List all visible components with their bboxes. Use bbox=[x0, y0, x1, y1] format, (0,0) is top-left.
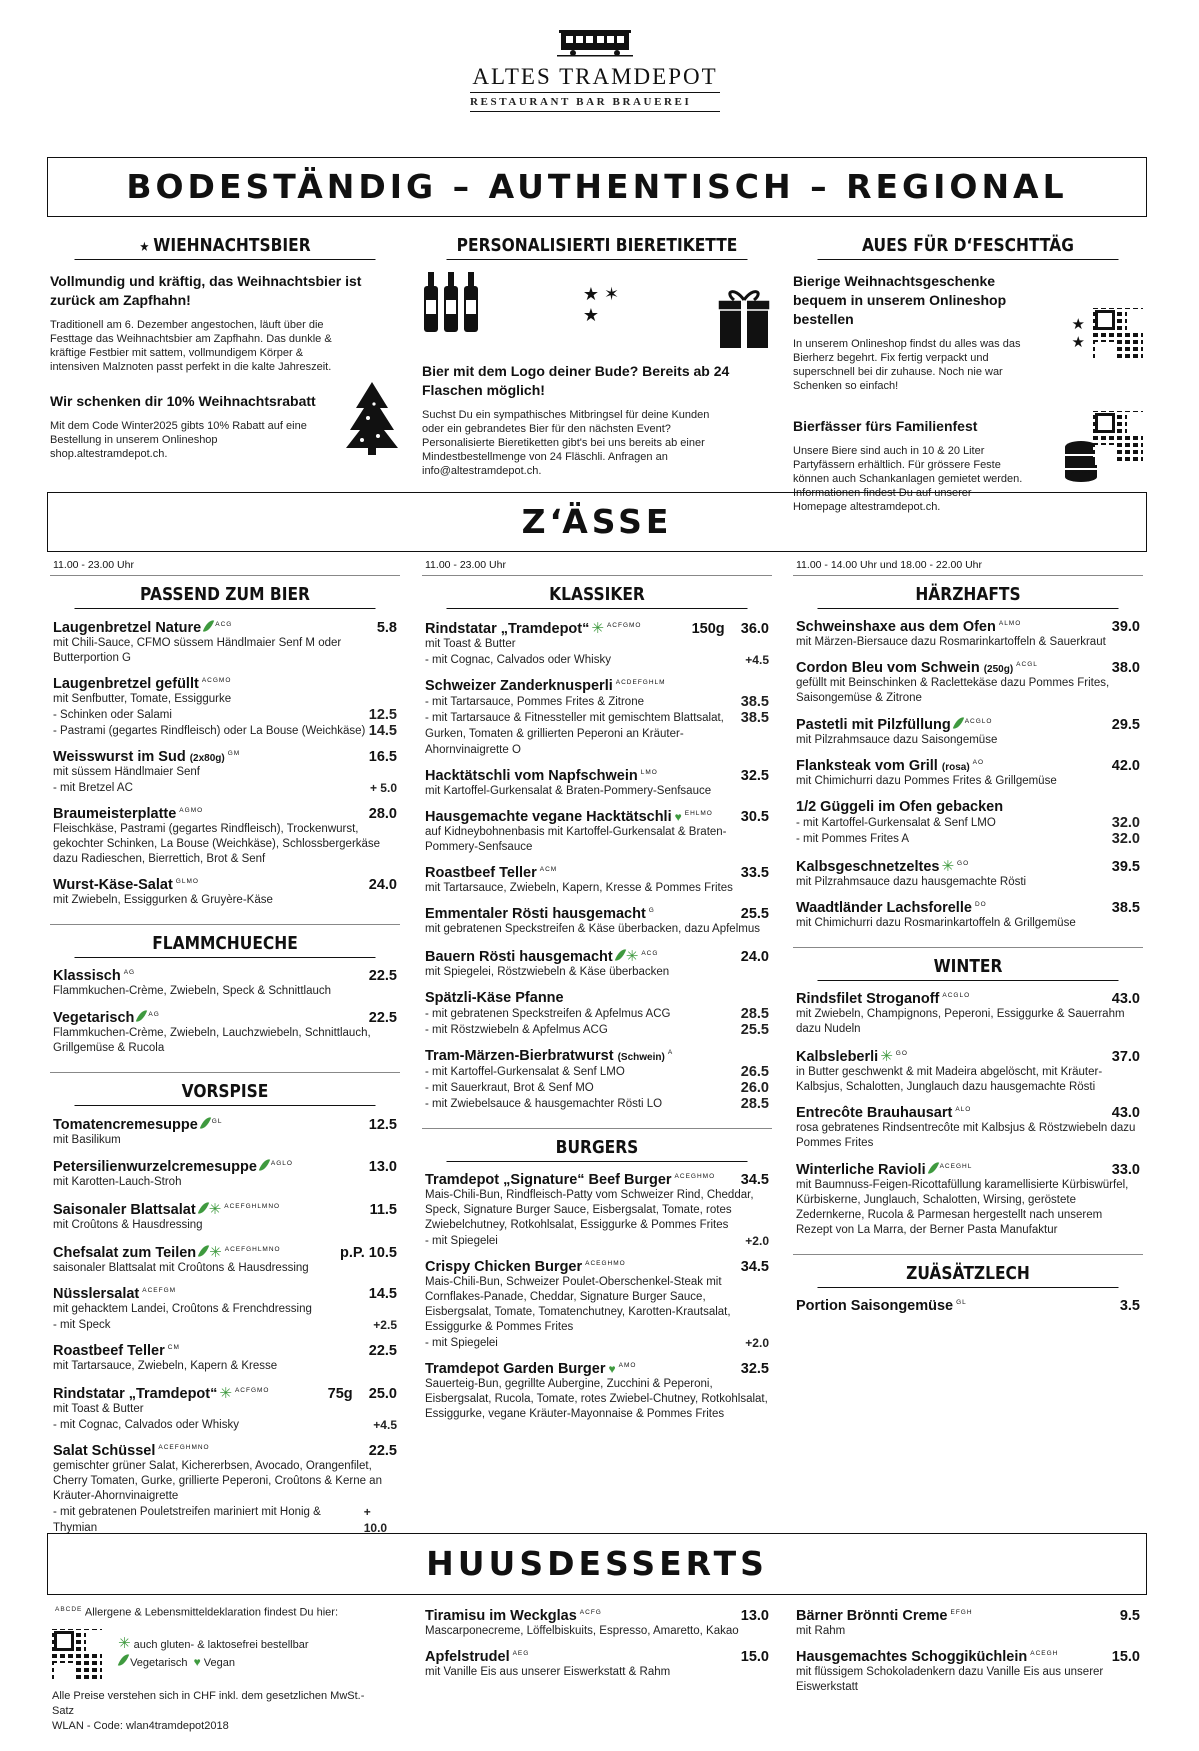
vegetarian-icon bbox=[927, 1160, 938, 1176]
promo-lead: Wir schenken dir 10% Weihnachtsrabatt bbox=[50, 393, 316, 409]
item-option: - mit Tartarsauce, Pommes Frites & Zitrone 38.5 bbox=[425, 694, 769, 710]
banner-regional: BODESTÄNDIG – AUTHENTISCH – REGIONAL bbox=[47, 157, 1147, 217]
item-name: Weisswurst im Sud (2x80g) $^{GM}$ bbox=[53, 749, 241, 765]
item-description: mit Chili-Sauce, CFMO süssem Händlmaier Senf M oder Butterportion G bbox=[53, 637, 342, 664]
allergen-codes: ACGLO bbox=[964, 718, 993, 726]
item-description: Mascarponecreme, Löffelbiskuits, Espresso, Amaretto, Kakao bbox=[425, 1625, 739, 1637]
allergen-codes: ACFGMO bbox=[234, 1387, 270, 1395]
allergen-codes: ACEGHL bbox=[939, 1163, 973, 1171]
allergen-codes: AMO bbox=[618, 1362, 637, 1370]
allergen-codes: LMO bbox=[640, 769, 658, 777]
promo-festtage bbox=[793, 235, 1143, 514]
item-description: mit Pilzrahmsauce dazu hausgemachte Rösti bbox=[796, 876, 1027, 888]
legend-vegan: Vegan bbox=[203, 1657, 235, 1670]
item-price: 24.0 bbox=[368, 877, 397, 893]
allergen-codes: ALMO bbox=[998, 620, 1022, 628]
item-description: gefüllt mit Beinschinken & Raclettekäse dazu Pommes Frites, Saisongemüse & Zitrone bbox=[796, 677, 1110, 704]
menu-column-2 bbox=[422, 557, 772, 1422]
item-name: Nüsslersalat $^{ACEFGM}$ bbox=[53, 1286, 177, 1302]
item-name: Winterliche Ravioli $^{ACEGHL}$ bbox=[796, 1162, 973, 1178]
item-name: Cordon Bleu vom Schwein (250g) $^{ACGL}$ bbox=[796, 660, 1038, 676]
menu-item bbox=[793, 716, 1143, 748]
banner-desserts: HUUSDESSERTS bbox=[47, 1533, 1147, 1595]
item-price: 22.5 bbox=[368, 968, 397, 984]
promo-lead: Bierige Weihnachtsgeschenke bequem in unserem Onlineshop bestellen bbox=[793, 273, 1007, 327]
section-title: KLASSIKER bbox=[447, 584, 748, 609]
menu-item bbox=[50, 1343, 400, 1374]
item-name: Kalbsgeschnetzeltes ✳ $^{GO}$ bbox=[796, 858, 970, 875]
allergen-codes: ACG bbox=[641, 950, 659, 958]
menu-item bbox=[793, 619, 1143, 650]
item-price: 9.5 bbox=[1119, 1608, 1140, 1624]
allergen-codes: AEG bbox=[512, 1650, 530, 1658]
menu-item bbox=[422, 1608, 772, 1639]
item-name: Braumeisterplatte $^{AGMO}$ bbox=[53, 806, 204, 822]
brand-logo bbox=[470, 28, 720, 112]
promo-lead: Bier mit dem Logo deiner Bude? Bereits ab 24 Flaschen möglich! bbox=[422, 363, 730, 398]
item-price: 39.5 bbox=[1111, 859, 1140, 875]
item-name: Tiramisu im Weckglas $^{ACFG}$ bbox=[425, 1608, 602, 1624]
item-name: Hacktätschli vom Napfschwein $^{LMO}$ bbox=[425, 768, 658, 784]
promo-text: In unserem Onlineshop findst du alles was das Bierherz begehrt. Fix fertig verpackt und superschnell bei dir zuhause. Noch nie war Schenken so einfach! bbox=[793, 338, 1021, 392]
item-description: mit Basilikum bbox=[53, 1134, 121, 1146]
menu-item bbox=[422, 1172, 772, 1233]
menu-item bbox=[793, 1105, 1143, 1151]
item-name: Vegetarisch $^{AG}$ bbox=[53, 1010, 160, 1026]
menu-item bbox=[422, 809, 772, 855]
star-icon: ★ bbox=[139, 240, 154, 255]
shop-qr-code[interactable] bbox=[1093, 308, 1143, 358]
opening-hours: 11.00 - 23.00 Uhr bbox=[53, 559, 134, 571]
item-description: gemischter grüner Salat, Kichererbsen, Avocado, Orangenfilet, Cherry Tomaten, Gurke, grillierte Peperoni, Croûtons & Kerne an Kräuter-Ahornvinaigrette bbox=[53, 1460, 382, 1502]
item-option: - mit Kartoffel-Gurkensalat & Senf LMO 26.5 bbox=[425, 1064, 769, 1080]
item-description: mit Toast & Butter bbox=[425, 638, 516, 650]
item-description: mit flüssigem Schokoladenkern dazu Vanille Eis aus unserer Eiswerkstatt bbox=[796, 1666, 1104, 1693]
item-option: - mit Bretzel AC + 5.0 bbox=[53, 781, 397, 795]
item-price: 42.0 bbox=[1111, 758, 1140, 774]
item-price: 11.5 bbox=[369, 1202, 397, 1218]
allergen-codes: ALO bbox=[955, 1106, 972, 1114]
gluten-free-icon: ✳ bbox=[941, 858, 955, 875]
allergen-codes: ABCDE bbox=[55, 1606, 83, 1613]
item-price: 28.0 bbox=[368, 806, 397, 822]
item-name: Laugenbretzel gefüllt $^{ACGMO}$ bbox=[53, 676, 232, 692]
item-description: Sauerteig-Bun, gegrillte Aubergine, Zucchini & Peperoni, Eisbergsalat, Rucola, Tomate, rotes Zwiebel-Chutney, Rotkohlsalat, Essiggurke, vegane Kräuter-Mayonnaise & Pommes Frites bbox=[425, 1378, 768, 1420]
item-description: mit Tartarsauce, Zwiebeln, Kapern, Kresse & Pommes Frites bbox=[425, 882, 733, 894]
section-title: HÄRZHAFTS bbox=[818, 584, 1119, 609]
item-description: mit süssem Händlmaier Senf bbox=[53, 766, 200, 778]
item-price: 32.5 bbox=[740, 1361, 769, 1377]
item-price: 5.8 bbox=[376, 620, 397, 636]
item-name: Petersilienwurzelcremesuppe $^{AGLO}$ bbox=[53, 1159, 293, 1175]
vegetarian-icon bbox=[203, 618, 214, 634]
allergen-note: Allergene & Lebensmitteldeklaration findest Du hier: bbox=[84, 1606, 339, 1619]
menu-item bbox=[50, 806, 400, 867]
legend-vegetarian: Vegetarisch bbox=[130, 1657, 188, 1670]
item-price: 15.0 bbox=[740, 1649, 769, 1665]
gluten-free-icon: ✳ bbox=[118, 1635, 131, 1653]
menu-item bbox=[793, 799, 1143, 815]
item-description: mit Zwiebeln, Essiggurken & Gruyère-Käse bbox=[53, 894, 273, 906]
item-price: 22.5 bbox=[368, 1443, 397, 1459]
item-name: Tramdepot Garden Burger ♥ $^{AMO}$ bbox=[425, 1361, 637, 1377]
menu-item bbox=[422, 1048, 772, 1064]
item-name: Tramdepot „Signature“ Beef Burger $^{ACEGHMO}$ bbox=[425, 1172, 716, 1188]
item-option: - mit Tartarsauce & Fitnessteller mit gemischtem Blattsalat, Gurken, Tomaten & grillierten Peperoni an Kräuter-Ahornvinaigrette O 38.5 bbox=[425, 710, 769, 756]
item-price: 150g 36.0 bbox=[691, 621, 769, 637]
item-option: - mit Kartoffel-Gurkensalat & Senf LMO 32.0 bbox=[796, 815, 1140, 831]
wlan-code: WLAN - Code: wlan4tramdepot2018 bbox=[52, 1719, 229, 1732]
menu-item bbox=[793, 660, 1143, 706]
item-description: Mais-Chili-Bun, Schweizer Poulet-Oberschenkel-Steak mit Cornflakes-Panade, Cheddar, Signature Burger Sauce, Eisbergsalat, Tomate, Tomatenchutney, Karotten-Krautsalat, Essiggurke & Pommes Frites bbox=[425, 1276, 731, 1333]
section-title: ZUÄSÄTZLECH bbox=[818, 1263, 1119, 1288]
allergen-codes: ACM bbox=[539, 866, 558, 874]
item-description: mit Kartoffel-Gurkensalat & Braten-Pommery-Senfsauce bbox=[425, 785, 712, 797]
menu-item bbox=[50, 968, 400, 999]
item-name: Bärner Brönnti Creme $^{EFGH}$ bbox=[796, 1608, 973, 1624]
allergen-codes: GO bbox=[957, 860, 970, 868]
item-description: mit Vanille Eis aus unserer Eiswerkstatt & Rahm bbox=[425, 1666, 671, 1678]
beer-bottles-icon bbox=[422, 270, 486, 334]
menu-item bbox=[422, 865, 772, 896]
menu-item bbox=[50, 1116, 400, 1148]
item-price: 24.0 bbox=[740, 949, 769, 965]
item-description: mit Baumnuss-Feigen-Ricottafüllung karamellisierte Kürbiswürfel, Kürbiskerne, Junglauch, Schalotten, Wirsing, geröstete Zedernkerne, Rucola & Parmesan hergestellt nach unserem Rezept von La Marra, der Berner Pasta Manufaktur bbox=[796, 1179, 1129, 1236]
item-price: 34.5 bbox=[740, 1259, 769, 1275]
section-title: BURGERS bbox=[447, 1137, 748, 1162]
allergen-codes: A bbox=[667, 1049, 674, 1057]
menu-item bbox=[422, 768, 772, 799]
item-description: Flammkuchen-Crème, Zwiebeln, Speck & Schnittlauch bbox=[53, 985, 332, 997]
gift-icon bbox=[716, 284, 772, 350]
vegetarian-icon bbox=[615, 947, 626, 963]
promo-title: PERSONALISIERTI BIERETIKETTE bbox=[447, 235, 748, 260]
item-price: 22.5 bbox=[368, 1010, 397, 1026]
stars-icon: ★ ★ bbox=[1071, 315, 1085, 351]
item-description: mit gehacktem Landei, Croûtons & Frenchdressing bbox=[53, 1303, 312, 1315]
item-name: Schweinshaxe aus dem Ofen $^{ALMO}$ bbox=[796, 619, 1022, 635]
vegetarian-icon bbox=[198, 1243, 209, 1259]
allergen-codes: EHLMO bbox=[684, 810, 713, 818]
vegan-icon: ♥ bbox=[674, 810, 682, 824]
section-title: WINTER bbox=[818, 956, 1119, 981]
menu-item bbox=[793, 1161, 1143, 1238]
allergen-codes: ACEGHMO bbox=[674, 1173, 716, 1181]
item-name: Rindsfilet Stroganoff $^{ACGLO}$ bbox=[796, 991, 971, 1007]
menu-item bbox=[793, 1649, 1143, 1695]
item-option: - mit gebratenen Speckstreifen & Apfelmus ACG 28.5 bbox=[425, 1006, 769, 1022]
item-name: Salat Schüssel $^{ACEFGHMNO}$ bbox=[53, 1443, 210, 1459]
menu-item bbox=[50, 619, 400, 666]
menu-item bbox=[50, 1243, 400, 1276]
item-option: - mit Speck +2.5 bbox=[53, 1318, 397, 1332]
brand-name: ALTES TRAMDEPOT bbox=[472, 64, 718, 89]
item-option: - mit Cognac, Calvados oder Whisky +4.5 bbox=[53, 1418, 397, 1432]
item-option: - mit Sauerkraut, Brot & Senf MO 26.0 bbox=[425, 1080, 769, 1096]
legend bbox=[52, 1602, 382, 1734]
allergen-codes: ACDEFGHLM bbox=[615, 679, 666, 687]
promo-text: Mit dem Code Winter2025 gibts 10% Rabatt auf eine Bestellung in unserem Onlineshop shop.altestramdepot.ch. bbox=[50, 420, 307, 460]
menu-item bbox=[793, 1298, 1143, 1314]
menu-item bbox=[50, 1009, 400, 1056]
vegetarian-icon bbox=[200, 1115, 211, 1131]
tram-icon bbox=[557, 28, 633, 58]
menu-item bbox=[50, 749, 400, 780]
allergen-codes: DO bbox=[974, 901, 987, 909]
item-description: mit Märzen-Biersauce dazu Rosmarinkartoffeln & Sauerkraut bbox=[796, 636, 1106, 648]
item-price: 33.5 bbox=[740, 865, 769, 881]
gluten-free-icon: ✳ bbox=[209, 1244, 222, 1261]
menu-item bbox=[50, 877, 400, 908]
opening-hours: 11.00 - 23.00 Uhr bbox=[425, 559, 506, 571]
item-description: mit Chimichurri dazu Rosmarinkartoffeln & Grillgemüse bbox=[796, 917, 1076, 929]
menu-item bbox=[793, 1608, 1143, 1639]
vegan-icon: ♥ bbox=[608, 1362, 616, 1376]
item-price: 29.5 bbox=[1111, 717, 1140, 733]
promo-weihnachtsbier bbox=[50, 235, 400, 461]
allergen-codes: ACEFGHLMNO bbox=[224, 1246, 281, 1254]
menu-item bbox=[50, 1384, 400, 1417]
allergen-codes: GLMO bbox=[175, 878, 199, 886]
gluten-free-icon: ✳ bbox=[591, 620, 604, 637]
menu-item bbox=[50, 676, 400, 707]
item-option: - mit Spiegelei +2.0 bbox=[425, 1234, 769, 1248]
item-description: rosa gebratenes Rindsentrecôte mit Kalbsjus & Röstzwiebeln dazu Pommes Frites bbox=[796, 1122, 1136, 1149]
item-name: Laugenbretzel Nature $^{ACG}$ bbox=[53, 620, 233, 636]
allergen-codes: G bbox=[648, 907, 655, 915]
item-name: Waadtländer Lachsforelle $^{DO}$ bbox=[796, 900, 987, 916]
item-price: 25.5 bbox=[740, 906, 769, 922]
homepage-qr-code[interactable] bbox=[1093, 411, 1143, 461]
item-price: 30.5 bbox=[740, 809, 769, 825]
item-description: mit Toast & Butter bbox=[53, 1403, 144, 1415]
item-price: 12.5 bbox=[368, 1117, 397, 1133]
item-option: - mit Spiegelei +2.0 bbox=[425, 1336, 769, 1350]
allergen-codes: ACEGHMO bbox=[585, 1260, 626, 1268]
menu-item bbox=[50, 1443, 400, 1504]
menu-item bbox=[422, 1259, 772, 1335]
item-name: Emmentaler Rösti hausgemacht $^G$ bbox=[425, 906, 655, 922]
menu-item bbox=[422, 1649, 772, 1680]
section-title: FLAMMCHUECHE bbox=[75, 933, 376, 958]
item-price: p.P. 10.5 bbox=[340, 1245, 397, 1261]
allergen-codes: ACFG bbox=[579, 1609, 602, 1617]
item-price: 16.5 bbox=[368, 749, 397, 765]
vegetarian-icon bbox=[197, 1200, 208, 1216]
item-price: 43.0 bbox=[1111, 991, 1140, 1007]
item-option: - Schinken oder Salami 12.5 bbox=[53, 707, 397, 723]
stars-icon: ★ ✶ ★ bbox=[582, 284, 620, 325]
legend-gluten: auch gluten- & laktosefrei bestellbar bbox=[133, 1639, 309, 1652]
item-name: Hausgemachte vegane Hacktätschli ♥ $^{EHLMO}$ bbox=[425, 809, 713, 825]
promo-text: Suchst Du ein sympathisches Mitbringsel für deine Kunden oder ein gebrandetes Bier für den nächsten Event? Personalisierte Bieretiketten gibt's bei uns bereits ab einer Mindestbestellmenge von 24 Fläschli. Anfragen an info@altestramdepot.ch. bbox=[422, 409, 710, 477]
menu-item bbox=[793, 758, 1143, 789]
allergen-codes: AO bbox=[972, 759, 985, 767]
menu-item bbox=[793, 900, 1143, 931]
item-description: mit Croûtons & Hausdressing bbox=[53, 1219, 203, 1231]
menu-column-1 bbox=[50, 557, 400, 1536]
allergen-codes: ACG bbox=[215, 621, 233, 629]
promo-lead: Vollmundig und kräftig, das Weihnachtsbier ist zurück am Zapfhahn! bbox=[50, 273, 362, 308]
allergen-codes: ACEFGHLMNO bbox=[224, 1203, 281, 1211]
menu-item bbox=[50, 1158, 400, 1190]
price-note: Alle Preise verstehen sich in CHF inkl. dem gesetzlichen MwSt.-Satz bbox=[52, 1689, 365, 1717]
menu-item bbox=[50, 1286, 400, 1317]
section-title: VORSPISE bbox=[75, 1081, 376, 1106]
allergen-codes: ACEFGM bbox=[142, 1287, 177, 1295]
item-option: - mit Röstzwiebeln & Apfelmus ACG 25.5 bbox=[425, 1022, 769, 1038]
item-price: 37.0 bbox=[1111, 1049, 1140, 1065]
item-description: saisonaler Blattsalat mit Croûtons & Hausdressing bbox=[53, 1262, 309, 1274]
item-name: Wurst-Käse-Salat $^{GLMO}$ bbox=[53, 877, 199, 893]
gluten-free-icon: ✳ bbox=[625, 948, 639, 965]
menu-item bbox=[422, 906, 772, 937]
vegetarian-icon bbox=[136, 1008, 147, 1024]
menu-item bbox=[50, 1200, 400, 1233]
allergen-codes: ACGLO bbox=[942, 992, 971, 1000]
item-option: - mit Cognac, Calvados oder Whisky +4.5 bbox=[425, 653, 769, 667]
item-name: Spätzli-Käse Pfanne bbox=[425, 990, 564, 1006]
allergen-codes: ACGL bbox=[1016, 661, 1038, 669]
item-name: Pastetli mit Pilzfüllung $^{ACGLO}$ bbox=[796, 717, 993, 733]
menu-item bbox=[422, 619, 772, 652]
item-price: 22.5 bbox=[368, 1343, 397, 1359]
item-option: - mit Pommes Frites A 32.0 bbox=[796, 831, 1140, 847]
item-price: 33.0 bbox=[1111, 1162, 1140, 1178]
gluten-free-icon: ✳ bbox=[880, 1048, 893, 1065]
promo-bieretikette bbox=[422, 235, 772, 478]
banner-zaesse: Z‘ÄSSE bbox=[47, 492, 1147, 552]
item-description: mit Tartarsauce, Zwiebeln, Kapern & Kresse bbox=[53, 1360, 278, 1372]
item-price: 39.0 bbox=[1111, 619, 1140, 635]
allergen-codes: GL bbox=[956, 1299, 967, 1307]
allergen-codes: GM bbox=[227, 750, 241, 758]
item-name: Rindstatar „Tramdepot“ ✳ $^{ACFGMO}$ bbox=[53, 1385, 270, 1402]
item-description: Mais-Chili-Bun, Rindfleisch-Patty vom Schweizer Rind, Cheddar, Speck, Signature Burger Sauce, Eisbergsalat, Tomate, rotes Zwiebelchutney, Rotkohlsalat, Essiggurke & Pommes Frites bbox=[425, 1189, 754, 1231]
allergen-codes: ACFGMO bbox=[606, 622, 642, 630]
item-name: Roastbeef Teller $^{CM}$ bbox=[53, 1343, 180, 1359]
item-name: Schweizer Zanderknusperli $^{ACDEFGHLM}$ bbox=[425, 678, 666, 694]
brand-subtitle: RESTAURANT BAR BRAUEREI bbox=[470, 92, 720, 112]
allergen-codes: AGLO bbox=[270, 1160, 293, 1168]
allergen-codes: AG bbox=[123, 969, 136, 977]
promo-title: AUES FÜR D‘FESCHTTÄG bbox=[818, 235, 1119, 260]
vegan-icon: ♥ bbox=[193, 1655, 201, 1670]
item-name: Portion Saisongemüse $^{GL}$ bbox=[796, 1298, 967, 1314]
allergen-codes: EFGH bbox=[950, 1609, 973, 1617]
allergen-codes: GO bbox=[895, 1050, 908, 1058]
item-price: 32.5 bbox=[740, 768, 769, 784]
allergen-codes: AG bbox=[148, 1011, 160, 1019]
item-price: 13.0 bbox=[740, 1608, 769, 1624]
allergen-codes: GL bbox=[211, 1118, 223, 1126]
item-price: 34.5 bbox=[740, 1172, 769, 1188]
allergen-codes: CM bbox=[167, 1344, 180, 1352]
item-name: Kalbsleberli ✳ $^{GO}$ bbox=[796, 1048, 908, 1065]
promo-lead: Bierfässer fürs Familienfest bbox=[793, 418, 978, 434]
item-name: Saisonaler Blattsalat ✳ $^{ACEFGHLMNO}$ bbox=[53, 1201, 281, 1218]
item-price: 13.0 bbox=[368, 1159, 397, 1175]
item-description: mit Karotten-Lauch-Stroh bbox=[53, 1176, 182, 1188]
menu-item bbox=[793, 991, 1143, 1037]
item-description: mit Chimichurri dazu Pommes Frites & Grillgemüse bbox=[796, 775, 1057, 787]
item-name: Bauern Rösti hausgemacht ✳ $^{ACG}$ bbox=[425, 948, 659, 965]
vegetarian-icon bbox=[118, 1652, 129, 1668]
item-name: Roastbeef Teller $^{ACM}$ bbox=[425, 865, 558, 881]
promo-text: Traditionell am 6. Dezember angestochen, läuft über die Festtage das Weihnachtsbier am Zapfhahn. Das dunkle & kräftige Festbier mit sattem, vollmundigem Körper & intensiven Malznoten passt perfekt in die kalte Jahreszeit. bbox=[50, 319, 332, 373]
item-description: mit Spiegelei, Röstzwiebeln & Käse überbacken bbox=[425, 966, 670, 978]
section-title: PASSEND ZUM BIER bbox=[75, 584, 376, 609]
promo-title: ★ WIEHNACHTSBIER bbox=[75, 235, 376, 260]
item-price: 3.5 bbox=[1119, 1298, 1140, 1314]
menu-item bbox=[422, 678, 772, 694]
item-name: 1/2 Güggeli im Ofen gebacken bbox=[796, 799, 1004, 815]
item-name: Tram-Märzen-Bierbratwurst (Schwein) $^A$ bbox=[425, 1048, 674, 1064]
item-description: in Butter geschwenkt & mit Madeira abgelöscht, mit Kräuter-Kalbsjus, Schalotten, Junglauch dazu hausgemachte Rösti bbox=[796, 1066, 1103, 1093]
desserts-column-2 bbox=[793, 1598, 1143, 1695]
item-name: Chefsalat zum Teilen ✳ $^{ACEFGHLMNO}$ bbox=[53, 1244, 281, 1261]
vegetarian-icon bbox=[259, 1157, 270, 1173]
gluten-free-icon: ✳ bbox=[208, 1201, 222, 1218]
item-price: 14.5 bbox=[368, 1286, 397, 1302]
menu-item bbox=[422, 990, 772, 1006]
allergen-codes: ACGMO bbox=[201, 677, 232, 685]
item-price: 38.0 bbox=[1111, 660, 1140, 676]
menu-item bbox=[422, 947, 772, 980]
menu-item bbox=[793, 857, 1143, 890]
gluten-free-icon: ✳ bbox=[219, 1385, 232, 1402]
item-description: mit gebratenen Speckstreifen & Käse überbacken, dazu Apfelmus bbox=[425, 923, 760, 935]
desserts-column-1 bbox=[422, 1598, 772, 1680]
item-price: 15.0 bbox=[1111, 1649, 1140, 1665]
allergen-codes: ACEFGHMNO bbox=[158, 1444, 210, 1452]
item-option: - mit Zwiebelsauce & hausgemachter Rösti LO 28.5 bbox=[425, 1096, 769, 1112]
item-name: Flanksteak vom Grill (rosa) $^{AO}$ bbox=[796, 758, 985, 774]
item-description: mit Rahm bbox=[796, 1625, 846, 1637]
item-description: mit Senfbutter, Tomate, Essiggurke bbox=[53, 693, 232, 705]
item-name: Crispy Chicken Burger $^{ACEGHMO}$ bbox=[425, 1259, 626, 1275]
item-description: Flammkuchen-Crème, Zwiebeln, Lauchzwiebeln, Schnittlauch, Grillgemüse & Rucola bbox=[53, 1027, 371, 1054]
allergen-codes: ACEGH bbox=[1030, 1650, 1059, 1658]
item-description: auf Kidneybohnenbasis mit Kartoffel-Gurkensalat & Braten-Pommery-Senfsauce bbox=[425, 826, 727, 853]
item-price: 75g 25.0 bbox=[327, 1386, 397, 1402]
vegetarian-icon bbox=[953, 715, 964, 731]
item-name: Rindstatar „Tramdepot“ ✳ $^{ACFGMO}$ bbox=[425, 620, 642, 637]
allergen-qr-code[interactable] bbox=[52, 1629, 102, 1679]
menu-column-3 bbox=[793, 557, 1143, 1314]
item-name: Entrecôte Brauhausart $^{ALO}$ bbox=[796, 1105, 972, 1121]
promo-text: Unsere Biere sind auch in 10 & 20 Liter Partyfässern erhältlich. Für grössere Feste können auch Schankanlagen gemietet werden. Informationen findest Du auf unserer Homepage altestramdepot.ch. bbox=[793, 445, 1023, 513]
item-description: mit Zwiebeln, Champignons, Peperoni, Essiggurke & Sauerrahm dazu Nudeln bbox=[796, 1008, 1125, 1035]
item-name: Hausgemachtes Schoggiküchlein $^{ACEGH}$ bbox=[796, 1649, 1059, 1665]
item-description: mit Pilzrahmsauce dazu Saisongemüse bbox=[796, 734, 998, 746]
item-option: - Pastrami (gegartes Rindfleisch) oder La Bouse (Weichkäse) 14.5 bbox=[53, 723, 397, 739]
item-price: 38.5 bbox=[1111, 900, 1140, 916]
menu-item bbox=[793, 1047, 1143, 1095]
item-option: - mit gebratenen Pouletstreifen mariniert mit Honig & Thymian + 10.0 bbox=[53, 1505, 388, 1535]
menu-item bbox=[422, 1361, 772, 1422]
christmas-tree-icon bbox=[344, 378, 400, 456]
item-name: Apfelstrudel $^{AEG}$ bbox=[425, 1649, 530, 1665]
item-price: 43.0 bbox=[1111, 1105, 1140, 1121]
allergen-codes: AGMO bbox=[179, 807, 204, 815]
item-name: Klassisch $^{AG}$ bbox=[53, 968, 136, 984]
item-description: Fleischkäse, Pastrami (gegartes Rindfleisch), Trockenwurst, gekochter Schinken, La Bouse (Weichkäse), Schlossbergerkäse dazu Radieschen, Bierrettich, Brot & Senf bbox=[53, 823, 381, 865]
opening-hours: 11.00 - 14.00 Uhr und 18.00 - 22.00 Uhr bbox=[796, 559, 983, 571]
item-name: Tomatencremesuppe $^{GL}$ bbox=[53, 1117, 223, 1133]
